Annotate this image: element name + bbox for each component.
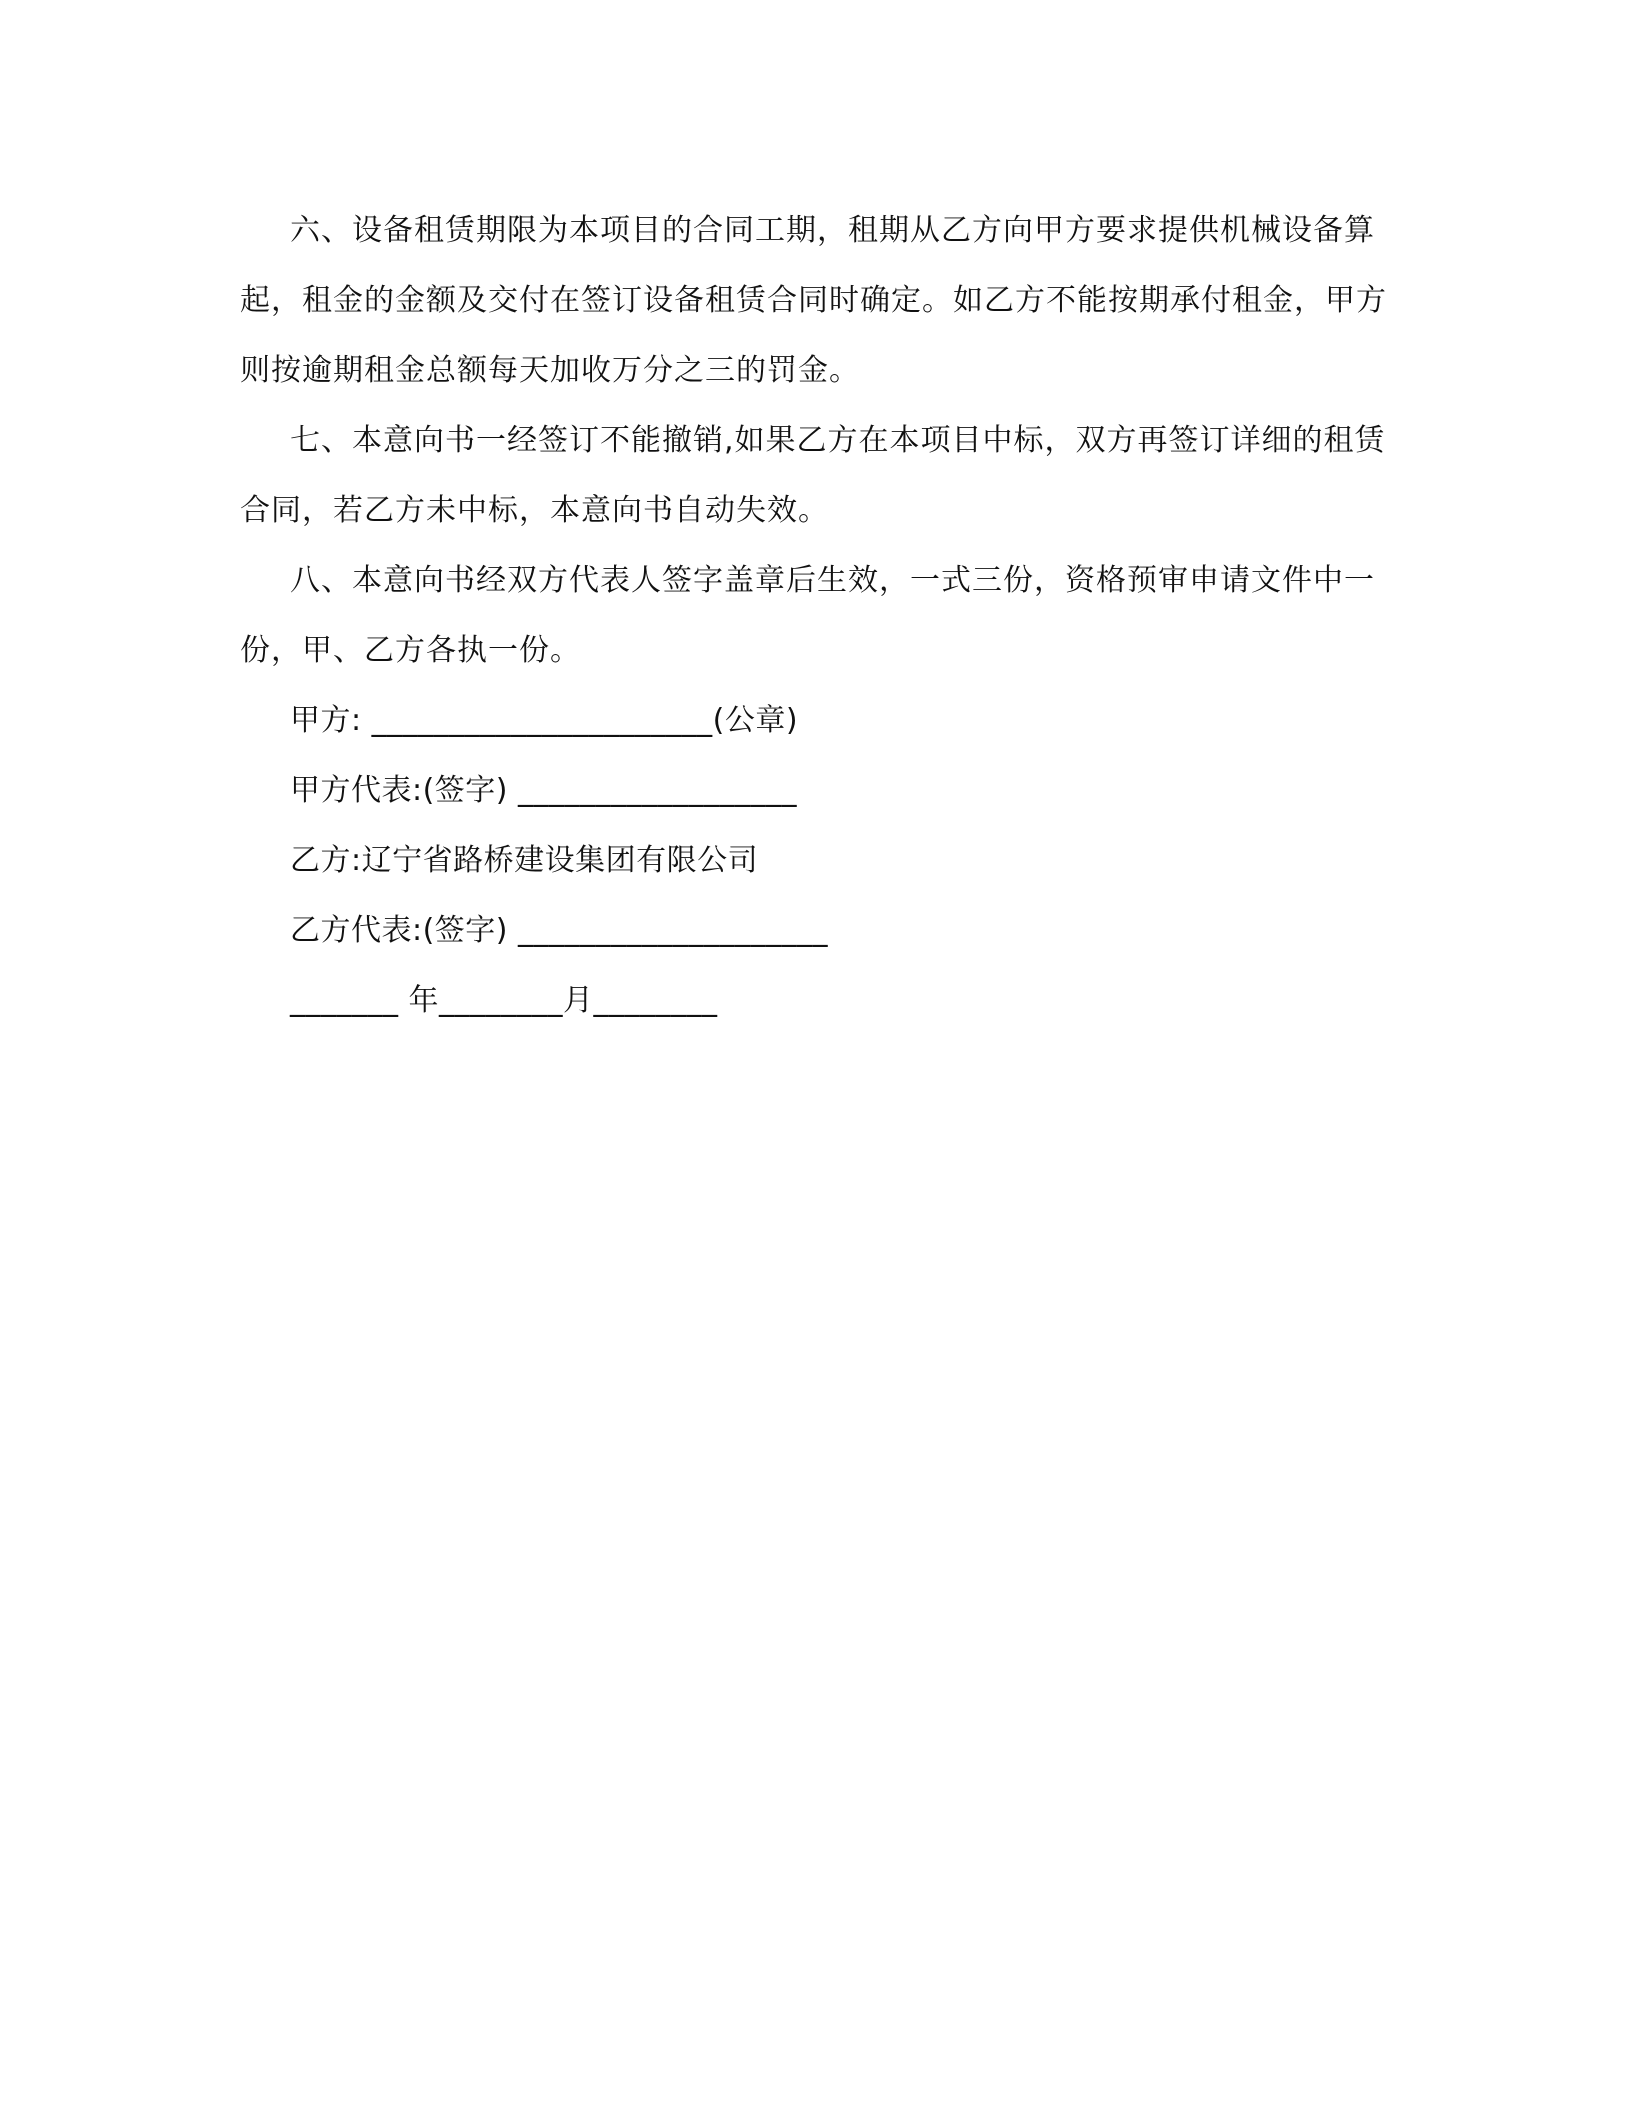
clause-six: 六、设备租赁期限为本项目的合同工期，租期从乙方向甲方要求提供机械设备算起，租金的金额及交付在签订设备租赁合同时确定。如乙方不能按期承付租金，甲方则按逾期租金总额每天加收万分之三的罚金。	[240, 213, 1387, 388]
party-b-representative-line: 乙方代表:(签字) ____________________	[290, 913, 829, 948]
party-a-line: 甲方: ______________________(公章)	[290, 703, 799, 738]
document-body	[240, 196, 1390, 1036]
date-line: _______ 年________月________	[290, 983, 718, 1018]
party-a-representative-line: 甲方代表:(签字) __________________	[290, 773, 798, 808]
clause-seven: 七、本意向书一经签订不能撤销,如果乙方在本项目中标，双方再签订详细的租赁合同，若乙方未中标，本意向书自动失效。	[240, 423, 1386, 528]
signature-block	[240, 686, 1390, 1036]
clause-eight: 八、本意向书经双方代表人签字盖章后生效，一式三份，资格预审申请文件中一份，甲、乙方各执一份。	[240, 563, 1375, 668]
party-b-line: 乙方:辽宁省路桥建设集团有限公司	[290, 843, 759, 878]
